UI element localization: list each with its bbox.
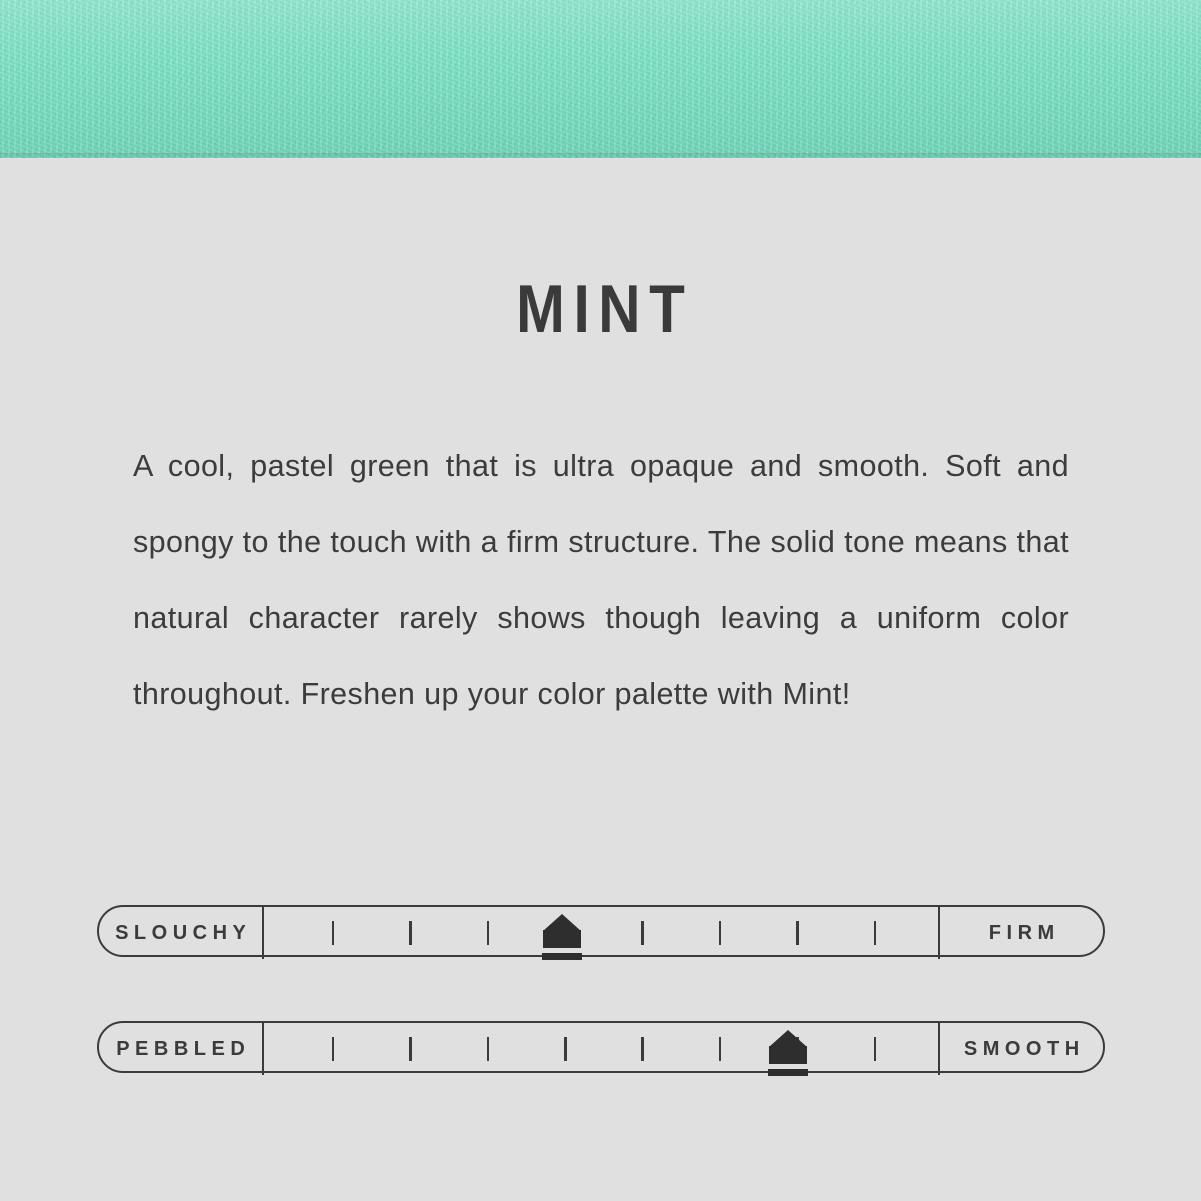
- marker-stem: [769, 1046, 807, 1064]
- swatch-bottom-edge: [0, 153, 1201, 158]
- scale-tick: [332, 921, 335, 945]
- scale-tick: [487, 1037, 490, 1061]
- scale-texture: [97, 1021, 1105, 1075]
- scale-tick: [409, 921, 412, 945]
- scale-track: [97, 1021, 1105, 1073]
- marker-head-icon: [769, 1030, 807, 1047]
- scale-tick: [409, 1037, 412, 1061]
- scale-structure: [97, 905, 1105, 959]
- page-title: MINT: [516, 271, 694, 347]
- scale-tick: [641, 921, 644, 945]
- marker-stem: [543, 930, 581, 948]
- scale-ticks: [264, 1023, 942, 1075]
- scale-tick: [719, 921, 722, 945]
- scale-marker-texture[interactable]: [769, 1030, 807, 1082]
- marker-base: [542, 953, 582, 960]
- scale-right-label: FIRM: [938, 907, 1103, 959]
- scale-group: [97, 905, 1105, 1137]
- scale-tick: [874, 1037, 877, 1061]
- scale-tick: [564, 1037, 567, 1061]
- marker-base: [768, 1069, 808, 1076]
- scale-tick: [796, 921, 799, 945]
- scale-left-label: PEBBLED: [99, 1023, 264, 1075]
- scale-tick: [874, 921, 877, 945]
- scale-tick: [719, 1037, 722, 1061]
- marker-head-icon: [543, 914, 581, 931]
- scale-tick: [332, 1037, 335, 1061]
- scale-tick: [487, 921, 490, 945]
- scale-left-label: SLOUCHY: [99, 907, 264, 959]
- scale-marker-structure[interactable]: [543, 914, 581, 966]
- scale-tick: [641, 1037, 644, 1061]
- scale-track: [97, 905, 1105, 957]
- description-text: A cool, pastel green that is ultra opaque and smooth. Soft and spongy to the touch with a firm structure. The solid tone means that natural character rarely shows though leaving a uniform color throughout. Freshen up your color palette with Mint!: [133, 449, 1069, 711]
- swatch-sheen: [0, 0, 1201, 158]
- scale-right-label: SMOOTH: [938, 1023, 1103, 1075]
- scale-ticks: [264, 907, 942, 959]
- mint-fabric-swatch: [0, 0, 1201, 158]
